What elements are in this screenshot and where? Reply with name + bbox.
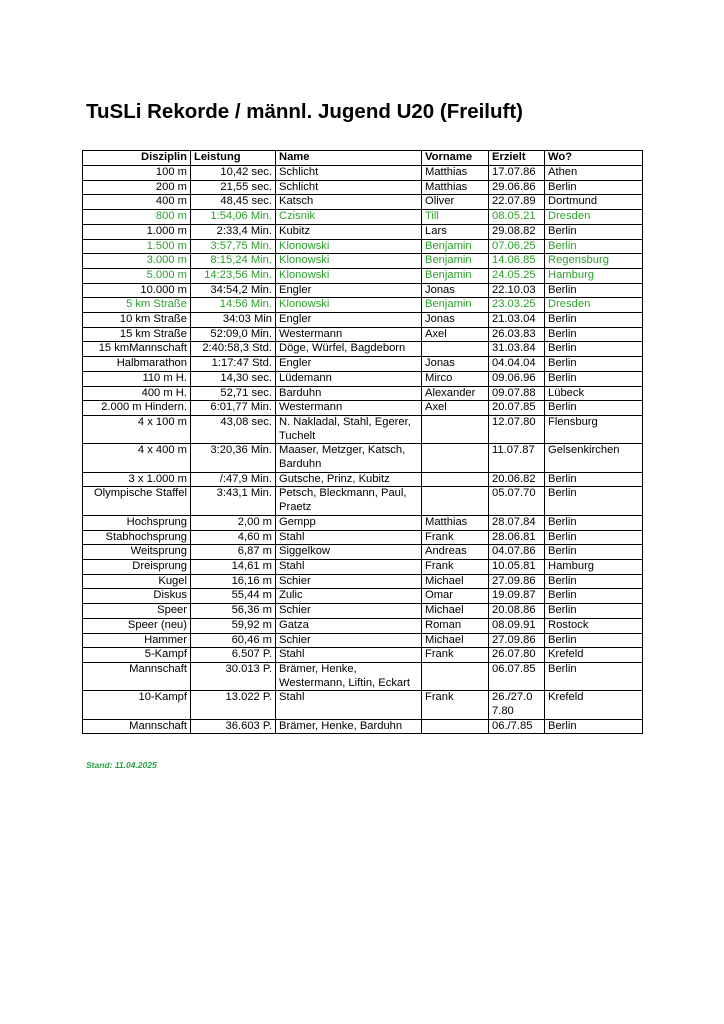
cell-disziplin: 110 m H. [83,371,191,386]
cell-name: Döge, Würfel, Bagdeborn [276,342,422,357]
header-vorname: Vorname [422,151,489,166]
cell-erzielt: 21.03.04 [489,313,545,328]
cell-leistung: 30.013 P. [191,662,276,690]
cell-wo: Berlin [545,401,643,416]
records-body [83,166,643,734]
table-row [83,648,643,663]
cell-wo: Krefeld [545,648,643,663]
cell-disziplin: Kugel [83,574,191,589]
cell-name: Barduhn [276,386,422,401]
cell-wo: Gelsenkirchen [545,444,643,472]
cell-wo: Dresden [545,210,643,225]
cell-vorname: Till [422,210,489,225]
cell-disziplin: Diskus [83,589,191,604]
cell-name: Schlicht [276,180,422,195]
table-row [83,180,643,195]
page-title: TuSLi Rekorde / männl. Jugend U20 (Freiluft) [86,100,523,123]
cell-vorname: Axel [422,401,489,416]
cell-name: Klonowski [276,298,422,313]
cell-leistung: 60,46 m [191,633,276,648]
cell-erzielt: 20.06.82 [489,472,545,487]
cell-disziplin: 10.000 m [83,283,191,298]
cell-name: N. Nakladal, Stahl, Egerer, Tuchelt [276,415,422,443]
cell-vorname: Benjamin [422,254,489,269]
cell-name: Westermann [276,401,422,416]
cell-disziplin: 1.500 m [83,239,191,254]
header-erzielt: Erzielt [489,151,545,166]
cell-name: Katsch [276,195,422,210]
cell-leistung: 21,55 sec. [191,180,276,195]
cell-disziplin: 1.000 m [83,224,191,239]
cell-wo: Berlin [545,487,643,515]
cell-wo: Berlin [545,327,643,342]
cell-disziplin: Mannschaft [83,662,191,690]
cell-wo: Berlin [545,313,643,328]
table-row [83,283,643,298]
table-row [83,633,643,648]
cell-disziplin: Dreisprung [83,559,191,574]
cell-vorname [422,415,489,443]
cell-disziplin: 4 x 100 m [83,415,191,443]
cell-erzielt: 26.03.83 [489,327,545,342]
cell-leistung: 14,61 m [191,559,276,574]
table-row [83,604,643,619]
cell-vorname: Michael [422,633,489,648]
cell-wo: Berlin [545,604,643,619]
cell-name: Stahl [276,648,422,663]
cell-disziplin: 4 x 400 m [83,444,191,472]
cell-name: Schlicht [276,166,422,181]
cell-leistung: 1:17:47 Std. [191,357,276,372]
table-row [83,386,643,401]
cell-disziplin: Weitsprung [83,545,191,560]
cell-wo: Berlin [545,472,643,487]
cell-erzielt: 31.03.84 [489,342,545,357]
table-row [83,357,643,372]
header-leistung: Leistung [191,151,276,166]
cell-erzielt: 17.07.86 [489,166,545,181]
cell-name: Czisnik [276,210,422,225]
cell-leistung: 56,36 m [191,604,276,619]
table-row [83,545,643,560]
cell-vorname: Lars [422,224,489,239]
stand-date: Stand: 11.04.2025 [86,760,157,770]
cell-leistung: 6.507 P. [191,648,276,663]
cell-name: Schier [276,574,422,589]
cell-leistung: 3:57,75 Min. [191,239,276,254]
cell-erzielt: 23.03.25 [489,298,545,313]
cell-wo: Berlin [545,515,643,530]
cell-leistung: 3:20,36 Min. [191,444,276,472]
cell-name: Westermann [276,327,422,342]
cell-erzielt: 11.07.87 [489,444,545,472]
header-disziplin: Disziplin [83,151,191,166]
cell-name: Stahl [276,530,422,545]
cell-leistung: /:47,9 Min. [191,472,276,487]
cell-disziplin: 15 kmMannschaft [83,342,191,357]
cell-erzielt: 27.09.86 [489,574,545,589]
cell-erzielt: 20.08.86 [489,604,545,619]
cell-vorname: Mirco [422,371,489,386]
cell-leistung: 8:15,24 Min. [191,254,276,269]
header-name: Name [276,151,422,166]
cell-leistung: 34:03 Min [191,313,276,328]
cell-erzielt: 09.06.96 [489,371,545,386]
cell-name: Maaser, Metzger, Katsch, Barduhn [276,444,422,472]
cell-leistung: 52,71 sec. [191,386,276,401]
table-row [83,166,643,181]
table-row [83,371,643,386]
cell-leistung: 59,92 m [191,618,276,633]
cell-vorname [422,719,489,734]
cell-wo: Krefeld [545,691,643,719]
cell-erzielt: 12.07.80 [489,415,545,443]
cell-erzielt: 28.06.81 [489,530,545,545]
table-row [83,589,643,604]
cell-disziplin: 800 m [83,210,191,225]
cell-erzielt: 05.07.70 [489,487,545,515]
cell-name: Gempp [276,515,422,530]
cell-vorname [422,662,489,690]
table-row [83,342,643,357]
cell-leistung: 14,30 sec. [191,371,276,386]
cell-erzielt: 20.07.85 [489,401,545,416]
cell-disziplin: Hammer [83,633,191,648]
table-row [83,313,643,328]
cell-wo: Berlin [545,371,643,386]
cell-vorname: Frank [422,530,489,545]
table-row [83,618,643,633]
cell-erzielt: 29.08.82 [489,224,545,239]
cell-vorname [422,487,489,515]
cell-erzielt: 28.07.84 [489,515,545,530]
cell-vorname: Michael [422,574,489,589]
cell-name: Zulic [276,589,422,604]
table-header-row [83,151,643,166]
cell-leistung: 6:01,77 Min. [191,401,276,416]
cell-name: Petsch, Bleckmann, Paul, Praetz [276,487,422,515]
cell-leistung: 48,45 sec. [191,195,276,210]
cell-name: Kubitz [276,224,422,239]
cell-wo: Berlin [545,545,643,560]
cell-name: Siggelkow [276,545,422,560]
cell-name: Brämer, Henke, Westermann, Liftin, Eckart [276,662,422,690]
cell-name: Gutsche, Prinz, Kubitz [276,472,422,487]
cell-leistung: 4,60 m [191,530,276,545]
cell-disziplin: 10 km Straße [83,313,191,328]
cell-disziplin: 5 km Straße [83,298,191,313]
cell-erzielt: 04.04.04 [489,357,545,372]
cell-leistung: 55,44 m [191,589,276,604]
cell-wo: Berlin [545,239,643,254]
cell-disziplin: Hochsprung [83,515,191,530]
cell-erzielt: 04.07.86 [489,545,545,560]
cell-vorname: Benjamin [422,268,489,283]
cell-name: Gatza [276,618,422,633]
cell-vorname: Oliver [422,195,489,210]
cell-leistung: 14:23,56 Min. [191,268,276,283]
cell-wo: Hamburg [545,268,643,283]
cell-erzielt: 06./7.85 [489,719,545,734]
table-row [83,327,643,342]
cell-erzielt: 22.07.89 [489,195,545,210]
cell-disziplin: Olympische Staffel [83,487,191,515]
cell-erzielt: 24.05.25 [489,268,545,283]
cell-name: Schier [276,604,422,619]
cell-wo: Berlin [545,180,643,195]
cell-disziplin: 200 m [83,180,191,195]
cell-wo: Lübeck [545,386,643,401]
cell-erzielt: 07.06.25 [489,239,545,254]
cell-erzielt: 26./27.0 7.80 [489,691,545,719]
table-row [83,487,643,515]
cell-leistung: 43,08 sec. [191,415,276,443]
cell-wo: Rostock [545,618,643,633]
cell-leistung: 52:09,0 Min. [191,327,276,342]
cell-name: Klonowski [276,268,422,283]
cell-name: Engler [276,283,422,298]
cell-disziplin: 15 km Straße [83,327,191,342]
cell-name: Stahl [276,691,422,719]
cell-name: Klonowski [276,239,422,254]
cell-erzielt: 10.05.81 [489,559,545,574]
cell-erzielt: 22.10.03 [489,283,545,298]
table-row [83,268,643,283]
cell-vorname: Axel [422,327,489,342]
cell-disziplin: 2.000 m Hindern. [83,401,191,416]
cell-wo: Regensburg [545,254,643,269]
table-row [83,195,643,210]
cell-vorname: Jonas [422,357,489,372]
table-row [83,239,643,254]
cell-vorname: Alexander [422,386,489,401]
cell-vorname: Frank [422,691,489,719]
table-row [83,254,643,269]
cell-wo: Berlin [545,530,643,545]
cell-disziplin: 5-Kampf [83,648,191,663]
table-row [83,415,643,443]
cell-disziplin: 400 m H. [83,386,191,401]
cell-leistung: 3:43,1 Min. [191,487,276,515]
records-table [82,150,643,734]
cell-name: Lüdemann [276,371,422,386]
cell-disziplin: Halbmarathon [83,357,191,372]
cell-name: Stahl [276,559,422,574]
cell-disziplin: Stabhochsprung [83,530,191,545]
cell-vorname: Matthias [422,180,489,195]
cell-erzielt: 08.05.21 [489,210,545,225]
table-row [83,574,643,589]
cell-erzielt: 29.06.86 [489,180,545,195]
cell-leistung: 16,16 m [191,574,276,589]
cell-wo: Hamburg [545,559,643,574]
cell-vorname [422,472,489,487]
table-row [83,662,643,690]
cell-wo: Berlin [545,283,643,298]
table-row [83,472,643,487]
cell-name: Engler [276,313,422,328]
cell-leistung: 6,87 m [191,545,276,560]
cell-disziplin: Mannschaft [83,719,191,734]
table-row [83,515,643,530]
cell-leistung: 13.022 P. [191,691,276,719]
cell-vorname: Frank [422,648,489,663]
cell-wo: Berlin [545,719,643,734]
cell-leistung: 36.603 P. [191,719,276,734]
cell-disziplin: Speer [83,604,191,619]
table-row [83,559,643,574]
cell-vorname: Benjamin [422,239,489,254]
cell-erzielt: 19.09.87 [489,589,545,604]
table-row [83,530,643,545]
cell-vorname: Matthias [422,515,489,530]
cell-vorname: Benjamin [422,298,489,313]
cell-leistung: 2:33,4 Min. [191,224,276,239]
table-row [83,298,643,313]
cell-wo: Athen [545,166,643,181]
header-wo: Wo? [545,151,643,166]
cell-vorname: Omar [422,589,489,604]
cell-erzielt: 06.07.85 [489,662,545,690]
cell-name: Klonowski [276,254,422,269]
table-row [83,210,643,225]
cell-disziplin: 3 x 1.000 m [83,472,191,487]
cell-vorname: Jonas [422,313,489,328]
cell-erzielt: 26.07.80 [489,648,545,663]
cell-wo: Berlin [545,574,643,589]
cell-wo: Berlin [545,589,643,604]
cell-wo: Berlin [545,342,643,357]
cell-erzielt: 08.09.91 [489,618,545,633]
cell-disziplin: 5.000 m [83,268,191,283]
cell-name: Brämer, Henke, Barduhn [276,719,422,734]
cell-leistung: 14:56 Min. [191,298,276,313]
cell-erzielt: 14.06.85 [489,254,545,269]
table-row [83,719,643,734]
cell-vorname [422,444,489,472]
cell-vorname [422,342,489,357]
cell-wo: Berlin [545,224,643,239]
cell-name: Schier [276,633,422,648]
cell-wo: Dresden [545,298,643,313]
cell-erzielt: 27.09.86 [489,633,545,648]
cell-disziplin: 3.000 m [83,254,191,269]
cell-disziplin: 400 m [83,195,191,210]
cell-erzielt: 09.07.88 [489,386,545,401]
cell-wo: Berlin [545,357,643,372]
cell-leistung: 34:54,2 Min. [191,283,276,298]
cell-vorname: Michael [422,604,489,619]
cell-vorname: Roman [422,618,489,633]
cell-vorname: Jonas [422,283,489,298]
cell-name: Engler [276,357,422,372]
cell-leistung: 1:54,06 Min. [191,210,276,225]
cell-leistung: 2,00 m [191,515,276,530]
table-row [83,691,643,719]
cell-vorname: Andreas [422,545,489,560]
cell-wo: Berlin [545,662,643,690]
table-row [83,444,643,472]
cell-wo: Flensburg [545,415,643,443]
cell-leistung: 10,42 sec. [191,166,276,181]
cell-wo: Dortmund [545,195,643,210]
cell-vorname: Matthias [422,166,489,181]
cell-disziplin: Speer (neu) [83,618,191,633]
cell-disziplin: 100 m [83,166,191,181]
table-row [83,401,643,416]
cell-vorname: Frank [422,559,489,574]
cell-wo: Berlin [545,633,643,648]
cell-leistung: 2:40:58,3 Std. [191,342,276,357]
table-row [83,224,643,239]
cell-disziplin: 10-Kampf [83,691,191,719]
